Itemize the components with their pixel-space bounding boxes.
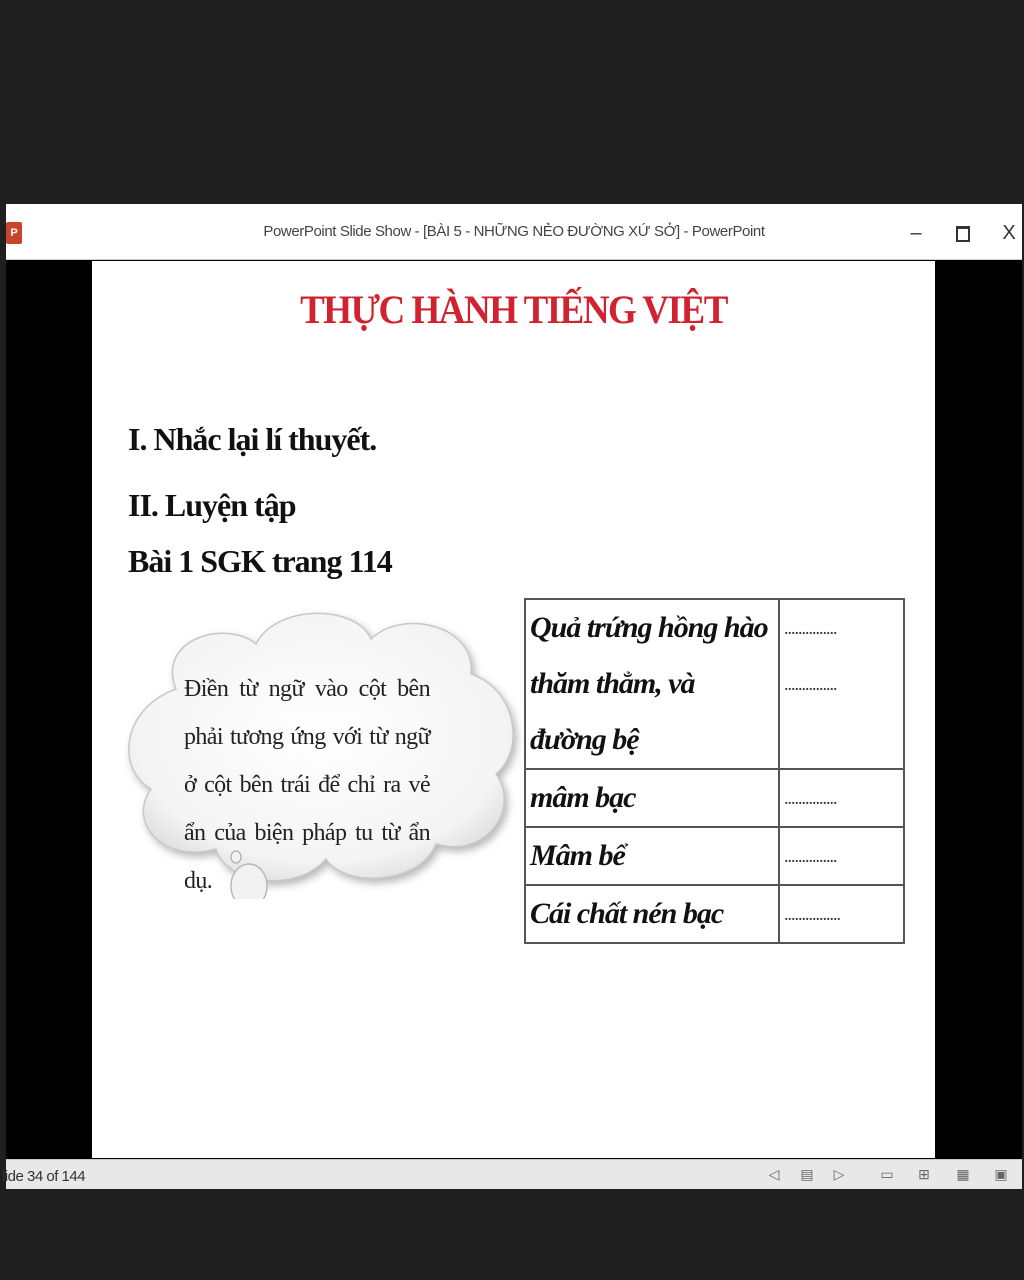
next-icon[interactable]: ▷	[833, 1166, 845, 1182]
minimize-button[interactable]: –	[910, 222, 922, 244]
slideshow-icon[interactable]: ▣	[994, 1166, 1008, 1182]
answer-blank: ...............	[784, 674, 837, 694]
table-cell-left: Quả trứng hồng hào thăm thẳm, và đường bệ	[525, 599, 779, 769]
answer-blank: ...............	[784, 846, 837, 866]
powerpoint-app-icon[interactable]: P	[6, 222, 22, 244]
slide-canvas[interactable]	[92, 261, 935, 1158]
powerpoint-window	[2, 204, 1022, 1188]
cloud-instruction-text: Điền từ ngữ vào cột bên phải tương ứng với từ ngữ ở cột bên trái để chỉ ra vẻ ẩn của biện pháp tu từ ẩn dụ.	[184, 676, 430, 894]
table-cell-right	[779, 769, 904, 827]
table-cell-left: mâm bạc	[525, 769, 779, 827]
answer-blank: ................	[784, 904, 840, 924]
normal-view-icon[interactable]: ▭	[880, 1166, 894, 1182]
maximize-button[interactable]	[946, 218, 980, 248]
slide-title: THỰC HÀNH TIẾNG VIỆT	[300, 288, 727, 333]
heading-exercise: Bài 1 SGK trang 114	[128, 543, 392, 579]
table-cell-left: Mâm bể	[525, 827, 779, 885]
previous-icon[interactable]: ◁	[768, 1166, 780, 1182]
table-row	[525, 885, 904, 943]
slide-counter: lide 34 of 144	[2, 1168, 86, 1185]
table-cell-right	[779, 827, 904, 885]
table-cell-left: Cái chất nén bạc	[525, 885, 779, 943]
exercise-table	[524, 598, 905, 944]
heading-theory: I. Nhắc lại lí thuyết.	[128, 421, 377, 457]
table-cell-right	[779, 599, 904, 769]
table-row	[525, 769, 904, 827]
status-bar	[2, 1159, 1022, 1189]
reading-view-icon[interactable]: ▦	[956, 1166, 970, 1182]
answer-blank: ...............	[784, 618, 837, 638]
answer-blank: ...............	[784, 788, 837, 808]
table-cell-right	[779, 885, 904, 943]
close-button[interactable]: X	[1002, 222, 1016, 244]
heading-practice: II. Luyện tập	[128, 487, 296, 523]
answer-blank-spacer	[784, 712, 899, 768]
maximize-icon	[956, 226, 970, 242]
grid-view-icon[interactable]: ⊞	[918, 1166, 930, 1182]
title-bar	[6, 204, 1022, 260]
window-title: PowerPoint Slide Show - [BÀI 5 - NHỮNG NẺO ĐƯỜNG XỨ SỞ] - PowerPoint	[263, 223, 765, 240]
table-row	[525, 599, 904, 769]
table-row	[525, 827, 904, 885]
slide-sorter-icon[interactable]: ▤	[800, 1166, 814, 1182]
